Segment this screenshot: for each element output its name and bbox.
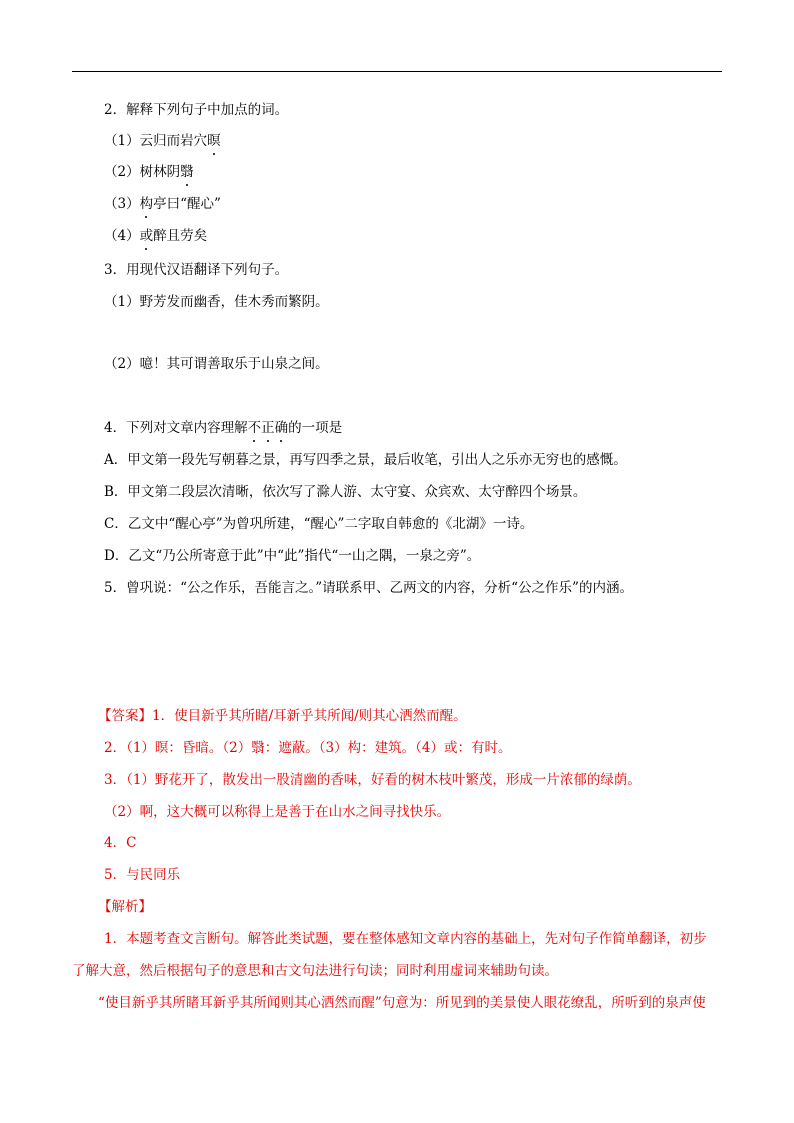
analysis-line-1: 1．本题考查文言断句。解答此类试题，要在整体感知文章内容的基础上，先对句子作简单翻译，初步 [104,931,707,947]
analysis-heading: 【解析】 [98,899,152,915]
emphasis-dot: 构 [139,196,154,212]
emphasis-dot: 正 [261,420,275,436]
q2-item-1: （1）云归而岩穴暝 [104,133,221,149]
analysis-line-2: 了解大意，然后根据句子的意思和古文句法进行句读；同时利用虚词来辅助句读。 [72,963,558,979]
q2-item-2: （2）树林阴翳 [104,164,194,180]
analysis-line-3: “使目新乎其所睹耳新乎其所闻则其心洒然而醒”句意为：所见到的美景使人眼花缭乱，所听到的泉声使 [98,995,706,1011]
answer-line-5: 4．C [104,835,137,851]
emphasis-dot: 或 [139,228,154,244]
q4-option-a: A．甲文第一段先写朝暮之景，再写四季之景，最后收笔，引出人之乐亦无穷也的感慨。 [104,452,627,468]
answer-heading: 【答案】1．使目新乎其所睹/耳新乎其所闻/则其心洒然而醒。 [98,708,467,724]
answer-line-6: 5．与民同乐 [104,867,181,883]
q4-option-b: B．甲文第二段层次清晰，依次写了滁人游、太守宴、众宾欢、太守醉四个场景。 [104,484,587,500]
emphasis-dot: 确 [274,420,289,436]
emphasis-dot: 暝 [207,133,221,149]
q3-stem: 3．用现代汉语翻译下列句子。 [104,262,289,278]
q3-item-2: （2）噫！其可谓善取乐于山泉之间。 [104,356,329,372]
q3-item-1: （1）野芳发而幽香，佳木秀而繁阴。 [104,294,329,310]
q2-item-4: （4）或醉且劳矣 [104,228,208,244]
q4-option-c: C．乙文中“醒心亭”为曾巩所建，“醒心”二字取自韩愈的《北湖》一诗。 [104,516,534,532]
q2-item-3: （3）构亭曰“醒心” [104,196,221,212]
q4-stem: 4．下列对文章内容理解不正确的一项是 [104,420,343,436]
q4-option-d: D．乙文“乃公所寄意于此”中“此”指代“一山之隅，一泉之旁”。 [104,548,481,564]
answer-line-2: 2．（1）暝：昏暗。（2）翳：遮蔽。（3）构：建筑。（4）或：有时。 [104,740,512,756]
emphasis-dot: 翳 [180,164,194,180]
emphasis-dot: 不 [247,420,262,436]
q2-stem: 2．解释下列句子中加点的词。 [104,102,289,118]
q5-stem: 5．曾巩说：“公之作乐，吾能言之。”请联系甲、乙两文的内容，分析“公之作乐”的内涵。 [104,580,633,596]
answer-line-3: 3．（1）野花开了，散发出一股清幽的香味，好看的树木枝叶繁茂，形成一片浓郁的绿荫。 [104,772,641,788]
answer-line-4: （2）啊，这大概可以称得上是善于在山水之间寻找快乐。 [104,804,451,820]
header-rule [72,71,722,72]
